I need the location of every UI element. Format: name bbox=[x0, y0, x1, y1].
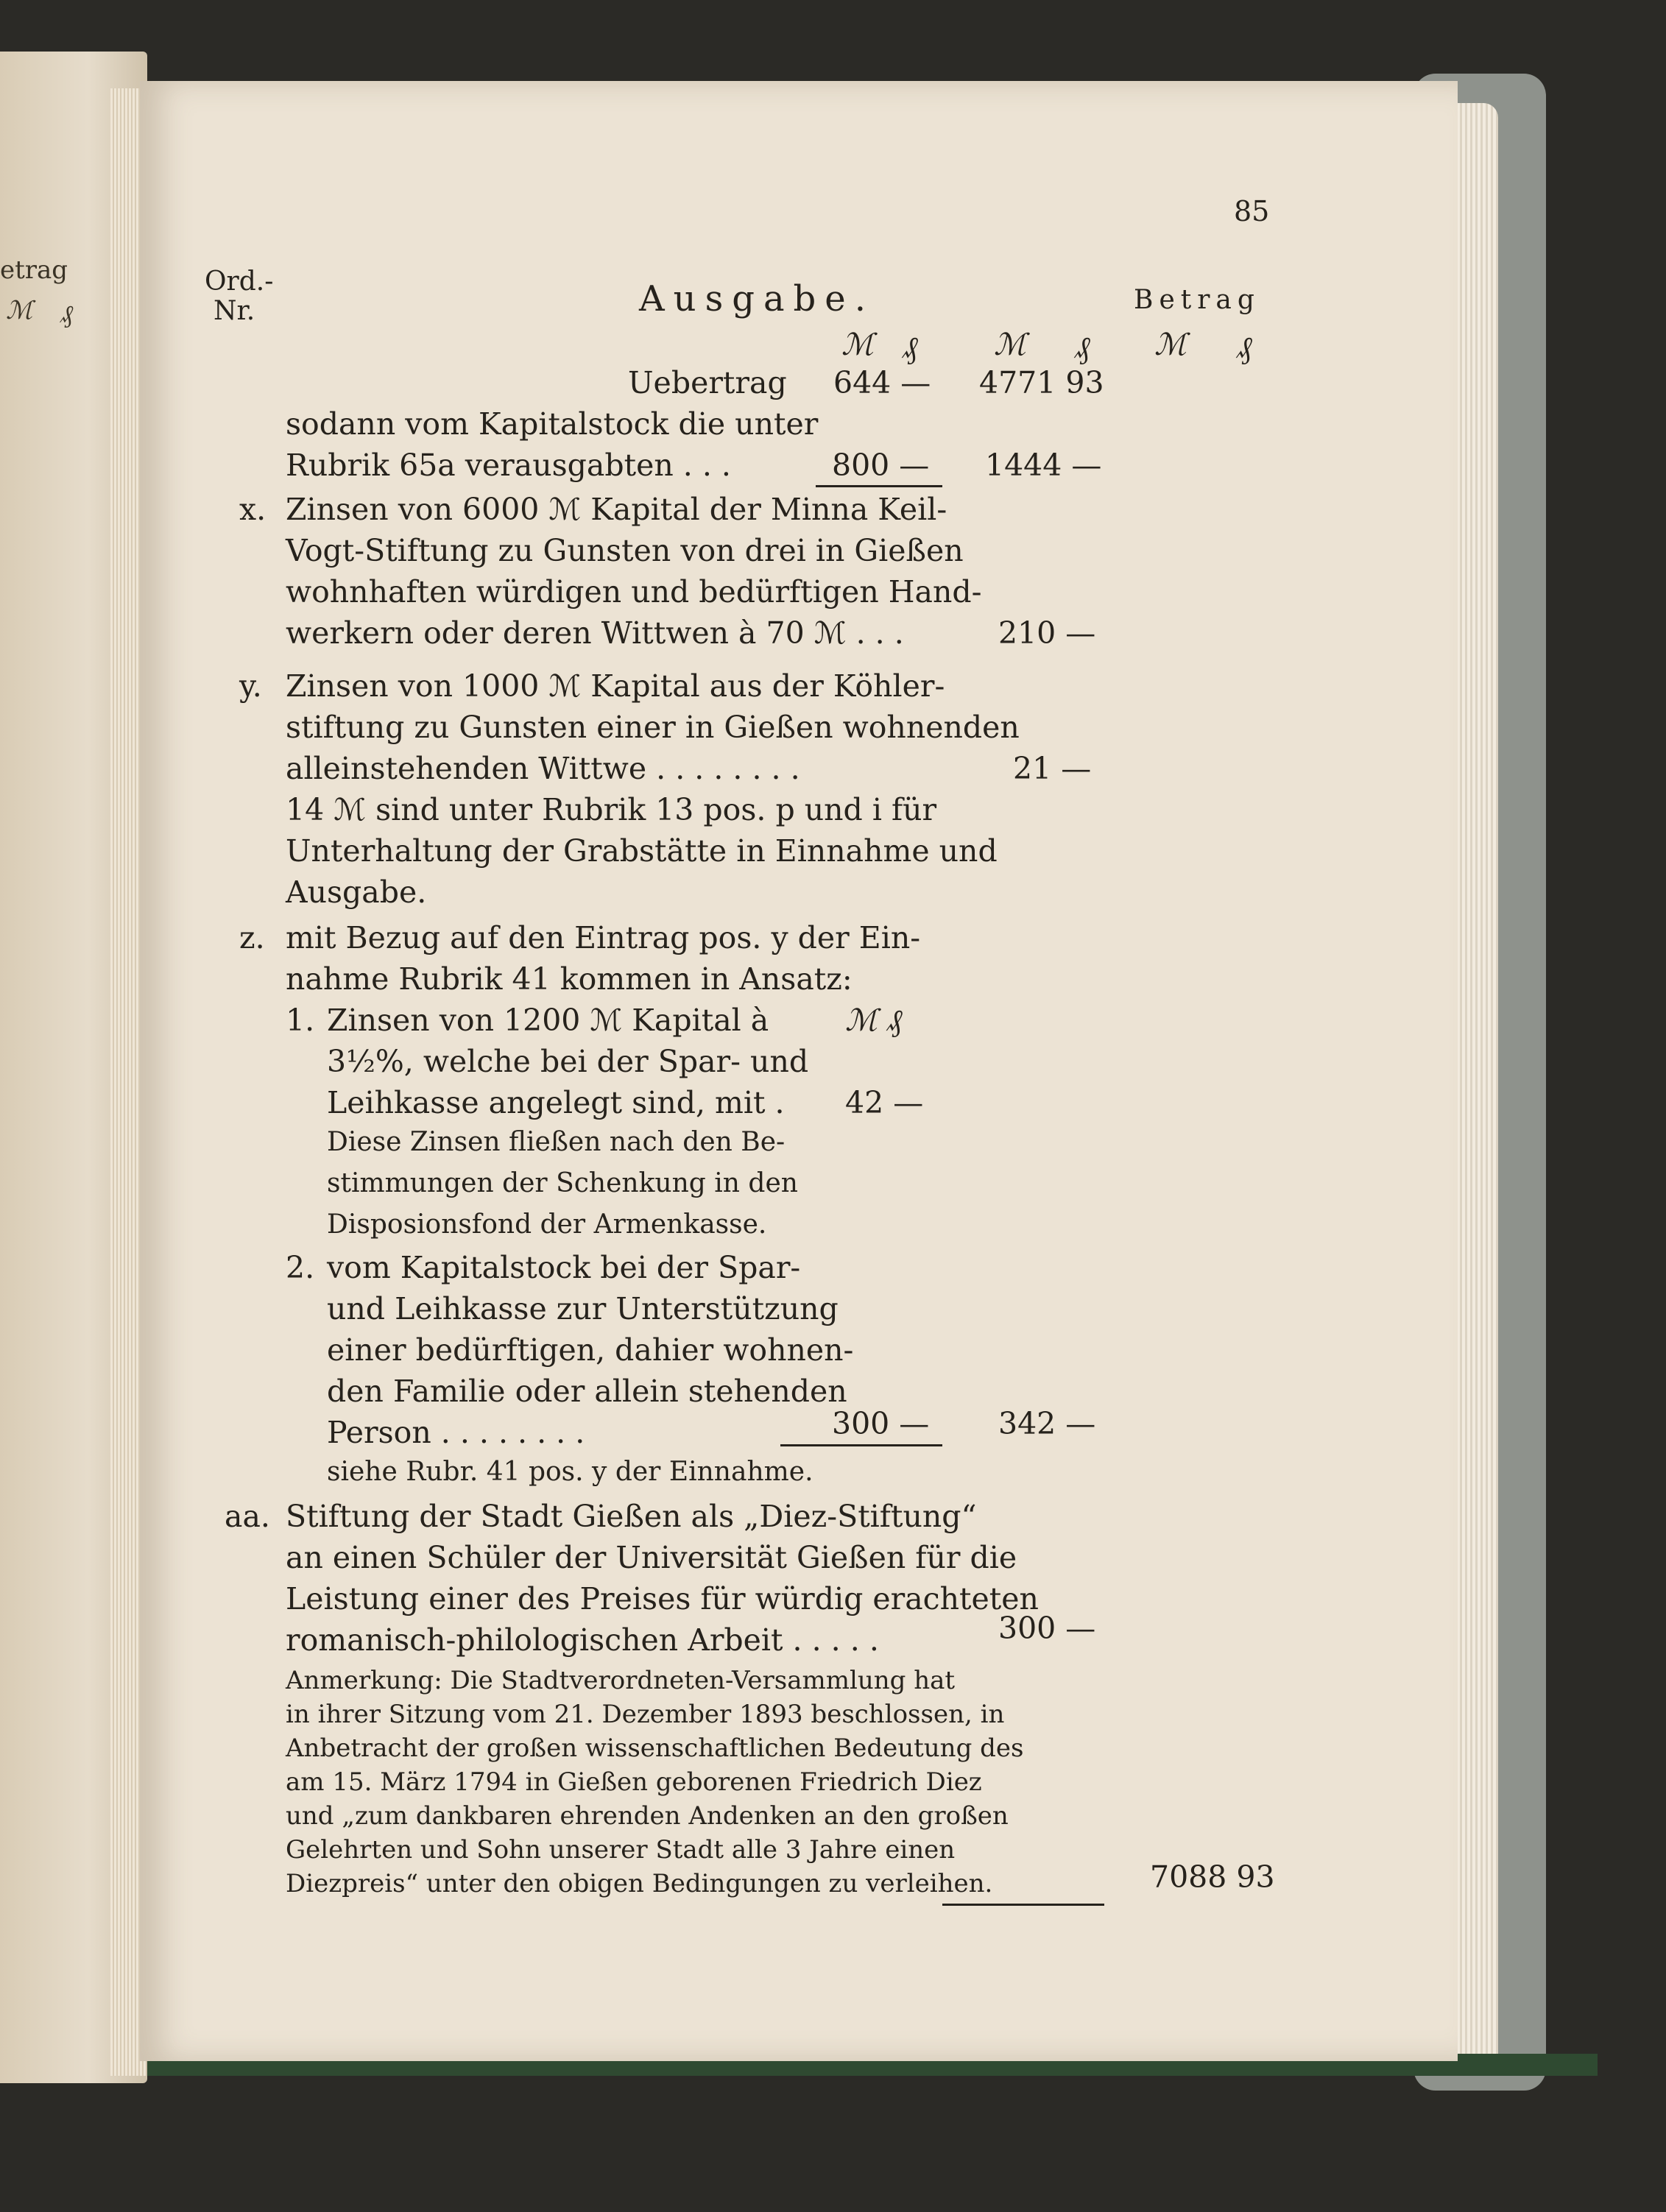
item-x-line: wohnhaften würdigen und bedürftigen Hand- bbox=[286, 574, 982, 609]
item-aa-mark: aa. bbox=[225, 1499, 270, 1534]
item-y-line: stiftung zu Gunsten einer in Gießen wohnenden bbox=[286, 710, 1020, 745]
sub2-line: vom Kapitalstock bei der Spar- bbox=[327, 1250, 801, 1285]
item-x-line: Vogt-Stiftung zu Gunsten von drei in Gießen bbox=[286, 533, 964, 568]
anmerkung-line: Anmerkung: Die Stadtverordneten-Versammlung hat bbox=[286, 1666, 956, 1695]
item-aa-line: an einen Schüler der Universität Gießen für die bbox=[286, 1540, 1017, 1575]
uebertrag-col1: 644 — bbox=[833, 365, 931, 400]
item-aa-line: romanisch-philologischen Arbeit . . . . . bbox=[286, 1622, 879, 1658]
item-y-mark: y. bbox=[239, 668, 262, 704]
mark-header-col3: ℳ bbox=[1154, 327, 1187, 362]
anmerkung-line: am 15. März 1794 in Gießen geborenen Friedrich Diez bbox=[286, 1767, 982, 1797]
page-number: 85 bbox=[1234, 195, 1270, 227]
item-aa-amount: 300 — bbox=[998, 1611, 1096, 1646]
item-y-line: Zinsen von 1000 ℳ Kapital aus der Köhler- bbox=[286, 668, 945, 704]
kapital-line1: sodann vom Kapitalstock die unter bbox=[286, 406, 819, 442]
sub1-number: 1. bbox=[286, 1003, 315, 1038]
sub2-number: 2. bbox=[286, 1250, 315, 1285]
item-x-mark: x. bbox=[239, 492, 267, 527]
item-y-amount: 21 — bbox=[1013, 751, 1092, 786]
left-pfennig-icon: ₰ bbox=[60, 300, 73, 329]
pfennig-header-col2: ₰ bbox=[1075, 330, 1090, 365]
sub1-line: Leihkasse angelegt sind, mit . bbox=[327, 1085, 785, 1120]
item-aa-line: Leistung einer des Preises für würdig erachteten bbox=[286, 1581, 1039, 1616]
sub2-line: einer bedürftigen, dahier wohnen- bbox=[327, 1332, 854, 1368]
mark-header-col1: ℳ bbox=[841, 327, 874, 362]
item-z-mark: z. bbox=[239, 920, 265, 955]
item-y-note: 14 ℳ sind unter Rubrik 13 pos. p und i für bbox=[286, 792, 937, 827]
sub1-note: stimmungen der Schenkung in den bbox=[327, 1168, 798, 1198]
sub2-note: siehe Rubr. 41 pos. y der Einnahme. bbox=[327, 1457, 813, 1487]
sum-rule-1 bbox=[816, 485, 942, 487]
uebertrag-col2: 4771 93 bbox=[979, 365, 1104, 400]
sub2-line: Person . . . . . . . . bbox=[327, 1415, 585, 1450]
sub1-note: Diese Zinsen fließen nach den Be- bbox=[327, 1127, 786, 1157]
anmerkung-line: in ihrer Sitzung vom 21. Dezember 1893 beschlossen, in bbox=[286, 1700, 1005, 1729]
betrag-header: Betrag bbox=[1134, 285, 1260, 315]
mark-header-col2: ℳ bbox=[994, 327, 1026, 362]
left-mark-icon: ℳ bbox=[6, 296, 33, 325]
page-title: Ausgabe. bbox=[639, 278, 875, 319]
sub2-amount: 300 — bbox=[832, 1406, 930, 1441]
ord-label: Ord.- bbox=[205, 266, 274, 297]
anmerkung-line: Anbetracht der großen wissenschaftlichen Bedeutung des bbox=[286, 1734, 1024, 1763]
sub1-line: Zinsen von 1200 ℳ Kapital à bbox=[327, 1003, 769, 1038]
nr-label: Nr. bbox=[213, 296, 255, 326]
kapital-col1: 800 — bbox=[832, 448, 930, 483]
kapital-col2: 1444 — bbox=[985, 448, 1102, 483]
sum-rule-2 bbox=[780, 1444, 942, 1446]
sum-rule-3 bbox=[942, 1904, 1104, 1906]
sub1-amount: 42 — bbox=[845, 1085, 924, 1120]
item-y-note: Unterhaltung der Grabstätte in Einnahme und bbox=[286, 833, 998, 869]
item-aa-line: Stiftung der Stadt Gießen als „Diez-Stiftung“ bbox=[286, 1499, 977, 1534]
item-y-note: Ausgabe. bbox=[286, 874, 427, 910]
item-z-total: 342 — bbox=[998, 1406, 1096, 1441]
grand-total: 7088 93 bbox=[1150, 1859, 1275, 1895]
anmerkung-line: Diezpreis“ unter den obigen Bedingungen zu verleihen. bbox=[286, 1869, 993, 1898]
item-z-line: nahme Rubrik 41 kommen in Ansatz: bbox=[286, 961, 853, 997]
kapital-line2: Rubrik 65a verausgabten . . . bbox=[286, 448, 731, 483]
sub1-line: 3½%, welche bei der Spar- und bbox=[327, 1044, 809, 1079]
left-betrag-fragment: etrag bbox=[0, 255, 68, 285]
anmerkung-line: Gelehrten und Sohn unserer Stadt alle 3 Jahre einen bbox=[286, 1835, 956, 1865]
pfennig-header-col1: ₰ bbox=[903, 330, 918, 365]
pfennig-header-col3: ₰ bbox=[1237, 330, 1252, 365]
sub2-line: den Familie oder allein stehenden bbox=[327, 1374, 847, 1409]
item-y-line: alleinstehenden Wittwe . . . . . . . . bbox=[286, 751, 800, 786]
anmerkung-line: und „zum dankbaren ehrenden Andenken an den großen bbox=[286, 1801, 1009, 1831]
sub1-note: Disposionsfond der Armenkasse. bbox=[327, 1209, 767, 1240]
item-x-line: Zinsen von 6000 ℳ Kapital der Minna Keil- bbox=[286, 492, 947, 527]
sub2-line: und Leihkasse zur Unterstützung bbox=[327, 1291, 839, 1326]
item-z-line: mit Bezug auf den Eintrag pos. y der Ein- bbox=[286, 920, 921, 955]
sub1-currency-header: ℳ ₰ bbox=[845, 1003, 903, 1038]
item-x-amount: 210 — bbox=[998, 615, 1096, 651]
item-x-line: werkern oder deren Wittwen à 70 ℳ . . . bbox=[286, 615, 904, 651]
uebertrag-label: Uebertrag bbox=[628, 365, 787, 400]
